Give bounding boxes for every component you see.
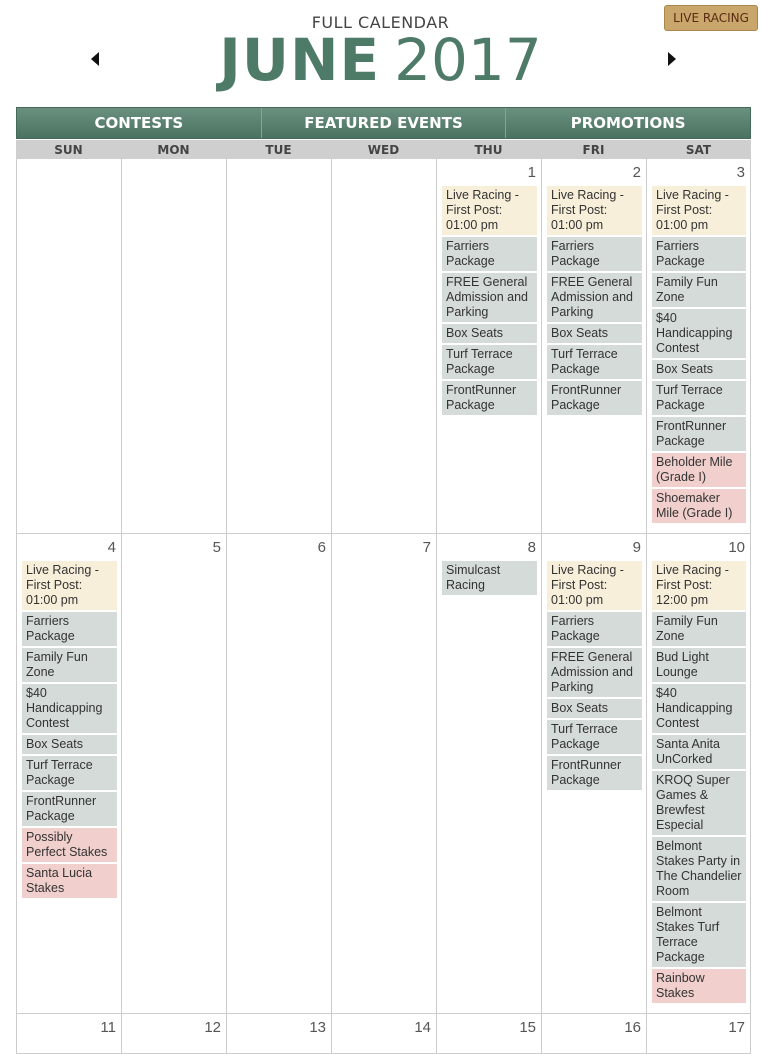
day-cell: [121, 1014, 226, 1053]
event-racing[interactable]: Live Racing - First Post: 01:00 pm: [547, 186, 642, 235]
event-featured[interactable]: Farriers Package: [652, 237, 746, 271]
event-featured[interactable]: Box Seats: [547, 324, 642, 343]
date-number: 8: [527, 539, 536, 556]
day-cell: [226, 1014, 331, 1053]
event-featured[interactable]: KROQ Super Games & Brewfest Especial: [652, 771, 746, 835]
event-featured[interactable]: Family Fun Zone: [652, 273, 746, 307]
event-featured[interactable]: Turf Terrace Package: [547, 345, 642, 379]
date-number: 11: [100, 1019, 116, 1036]
event-featured[interactable]: $40 Handicapping Contest: [22, 684, 117, 733]
event-featured[interactable]: FREE General Admission and Parking: [547, 648, 642, 697]
day-cell: [541, 1014, 646, 1053]
event-racing[interactable]: Live Racing - First Post: 01:00 pm: [442, 186, 537, 235]
weekday-wed: WED: [367, 143, 400, 157]
event-featured[interactable]: Farriers Package: [547, 612, 642, 646]
date-number: 12: [204, 1019, 221, 1036]
event-stakes[interactable]: Beholder Mile (Grade I): [652, 453, 746, 487]
weekday-thu: THU: [474, 143, 503, 157]
day-cell: [331, 534, 436, 1013]
event-featured[interactable]: FREE General Admission and Parking: [547, 273, 642, 322]
day-cell: [541, 534, 646, 1013]
day-cell: [16, 1014, 121, 1053]
next-month-icon[interactable]: [668, 52, 676, 66]
weekday-sat: SAT: [685, 143, 712, 157]
event-featured[interactable]: FrontRunner Package: [442, 381, 537, 415]
event-stakes[interactable]: Santa Lucia Stakes: [22, 864, 117, 898]
calendar-header: [0, 0, 761, 100]
tab-featured-events[interactable]: FEATURED EVENTS: [262, 108, 507, 138]
date-number: 6: [317, 539, 326, 556]
day-cell: [646, 534, 751, 1013]
month-year-title: [0, 28, 761, 93]
year-label: 2017: [394, 26, 542, 94]
event-featured[interactable]: Turf Terrace Package: [652, 381, 746, 415]
month-label: JUNE: [219, 26, 381, 94]
event-featured[interactable]: $40 Handicapping Contest: [652, 684, 746, 733]
day-cell: [121, 159, 226, 533]
event-featured[interactable]: Turf Terrace Package: [22, 756, 117, 790]
event-featured[interactable]: Turf Terrace Package: [547, 720, 642, 754]
event-featured[interactable]: Box Seats: [22, 735, 117, 754]
category-tabs: [16, 107, 751, 139]
date-number: 17: [728, 1019, 745, 1036]
date-number: 1: [527, 164, 536, 181]
weekday-header-row: [16, 140, 751, 159]
day-cell: [541, 159, 646, 533]
date-number: [127, 164, 222, 184]
day-cell: [646, 1014, 751, 1053]
event-featured[interactable]: Box Seats: [547, 699, 642, 718]
calendar-grid: [16, 159, 751, 1054]
event-featured[interactable]: Box Seats: [442, 324, 537, 343]
weekday-sun: SUN: [54, 143, 83, 157]
page-subtitle: FULL CALENDAR: [311, 13, 450, 32]
event-stakes[interactable]: Shoemaker Mile (Grade I): [652, 489, 746, 523]
event-featured[interactable]: Belmont Stakes Turf Terrace Package: [652, 903, 746, 967]
event-featured[interactable]: Turf Terrace Package: [442, 345, 537, 379]
date-number: [232, 164, 327, 184]
weekday-fri: FRI: [582, 143, 605, 157]
day-cell: [646, 159, 751, 533]
event-featured[interactable]: FrontRunner Package: [652, 417, 746, 451]
day-cell: [331, 1014, 436, 1053]
day-cell: [226, 159, 331, 533]
event-racing[interactable]: Live Racing - First Post: 01:00 pm: [22, 561, 117, 610]
day-cell: [121, 534, 226, 1013]
date-number: 13: [309, 1019, 326, 1036]
calendar-week-row: [16, 159, 751, 534]
tab-contests[interactable]: CONTESTS: [17, 108, 262, 138]
live-racing-button[interactable]: LIVE RACING: [664, 5, 758, 31]
date-number: 7: [422, 539, 431, 556]
event-featured[interactable]: Farriers Package: [442, 237, 537, 271]
date-number: 15: [519, 1019, 536, 1036]
date-number: 16: [624, 1019, 641, 1036]
date-number: 3: [736, 164, 745, 181]
previous-month-icon[interactable]: [91, 52, 99, 66]
event-racing[interactable]: Live Racing - First Post: 01:00 pm: [652, 186, 746, 235]
day-cell: [436, 159, 541, 533]
event-stakes[interactable]: Possibly Perfect Stakes: [22, 828, 117, 862]
day-cell: [226, 534, 331, 1013]
day-cell: [436, 534, 541, 1013]
date-number: 4: [107, 539, 116, 556]
date-number: 2: [632, 164, 641, 181]
day-cell: [16, 534, 121, 1013]
event-featured[interactable]: Box Seats: [652, 360, 746, 379]
tab-promotions[interactable]: PROMOTIONS: [570, 114, 686, 132]
day-cell: [436, 1014, 541, 1053]
event-featured[interactable]: Farriers Package: [22, 612, 117, 646]
event-featured[interactable]: Simulcast Racing: [442, 561, 537, 595]
calendar-week-row: [16, 534, 751, 1014]
event-featured[interactable]: FREE General Admission and Parking: [442, 273, 537, 322]
date-number: 9: [632, 539, 641, 556]
event-featured[interactable]: Bud Light Lounge: [652, 648, 746, 682]
weekday-mon: MON: [157, 143, 190, 157]
event-featured[interactable]: Family Fun Zone: [22, 648, 117, 682]
date-number: 14: [414, 1019, 431, 1036]
event-racing[interactable]: Live Racing - First Post: 01:00 pm: [547, 561, 642, 610]
event-featured[interactable]: Family Fun Zone: [652, 612, 746, 646]
event-featured[interactable]: Belmont Stakes Party in The Chandelier Room: [652, 837, 746, 901]
day-cell: [331, 159, 436, 533]
event-featured[interactable]: Farriers Package: [547, 237, 642, 271]
event-featured[interactable]: FrontRunner Package: [547, 756, 642, 790]
event-featured[interactable]: $40 Handicapping Contest: [652, 309, 746, 358]
calendar-week-row: [16, 1014, 751, 1054]
date-number: [337, 164, 432, 184]
date-number: [22, 164, 117, 184]
event-featured[interactable]: FrontRunner Package: [547, 381, 642, 415]
date-number: 5: [212, 539, 221, 556]
event-racing[interactable]: Live Racing - First Post: 12:00 pm: [652, 561, 746, 610]
date-number: 10: [728, 539, 745, 556]
event-featured[interactable]: Santa Anita UnCorked: [652, 735, 746, 769]
event-featured[interactable]: FrontRunner Package: [22, 792, 117, 826]
event-stakes[interactable]: Rainbow Stakes: [652, 969, 746, 1003]
day-cell: [16, 159, 121, 533]
weekday-tue: TUE: [265, 143, 292, 157]
